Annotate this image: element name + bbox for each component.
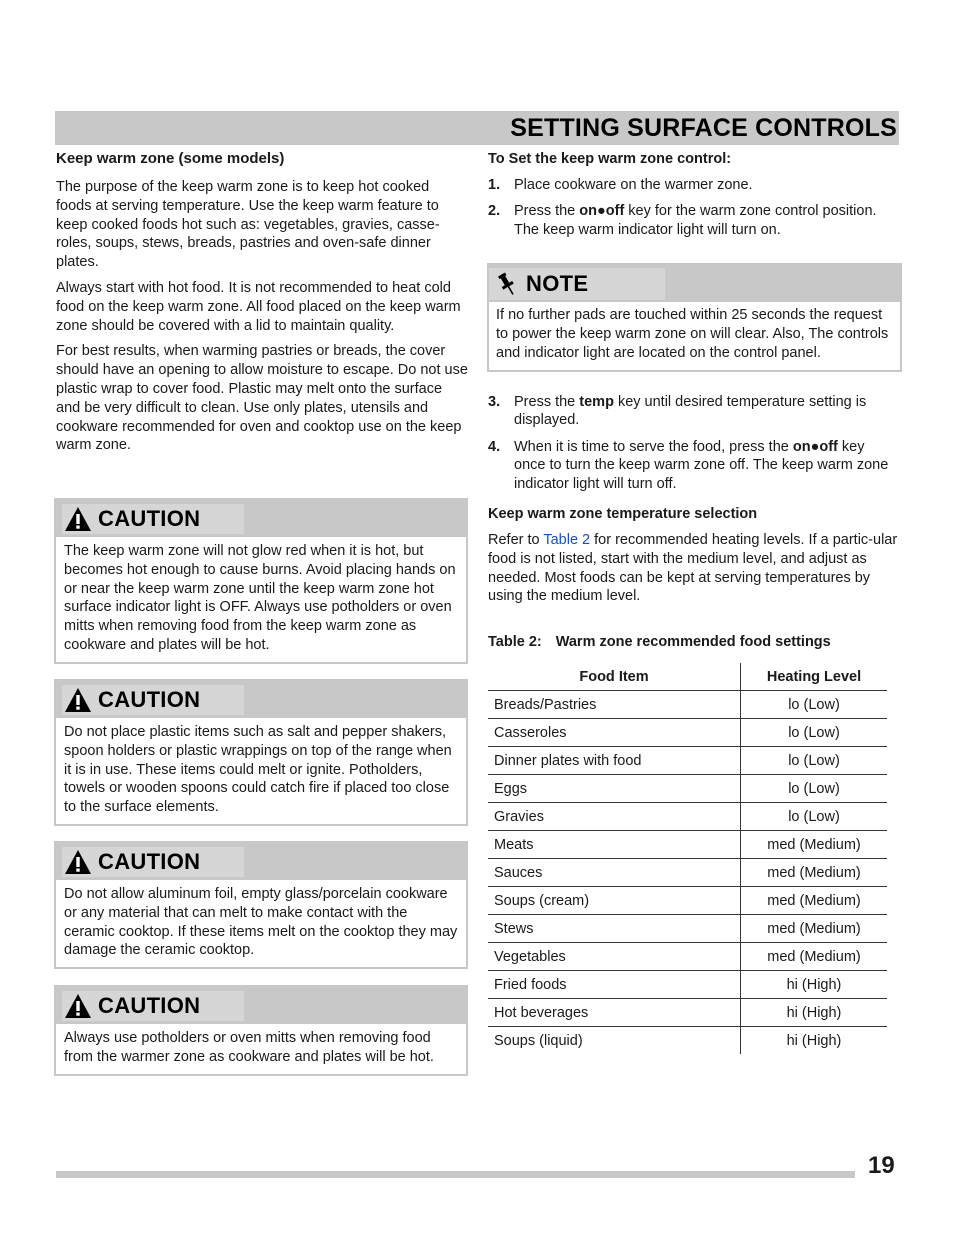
paragraph: Always start with hot food. It is not recommended to heat cold food on the keep warm zone. All food placed on the keep warm zone should be covered with a lid to maintain quality.: [56, 279, 461, 334]
table-header-row: [488, 663, 887, 691]
caution-header: [56, 843, 466, 880]
heating-level-cell: lo (Low): [741, 691, 888, 719]
warning-triangle-icon: [64, 993, 92, 1019]
table-2-link[interactable]: Table 2: [543, 532, 591, 549]
selection-paragraph: Refer to Table 2 for recommended heating levels. If a partic-ular food is not listed, start with the medium level, and adjust as needed. Most foods can be kept at serving temperatures by using the medium level.: [488, 532, 898, 605]
caution-label: CAUTION: [98, 687, 201, 712]
caution-header: [56, 681, 466, 718]
note-text: If no further pads are touched within 25 seconds the request to power the keep warm zone on will clear. Also, The controls and indicator light are located on the control panel.: [496, 307, 889, 361]
paragraph: The purpose of the keep warm zone is to keep hot cooked foods at serving temperature. Use the keep warm feature to keep cooked foods hot such as: vegetables, gravies, casse-roles, soups, stews, breads, pastries and oven-safe dinner plates.: [56, 179, 440, 271]
caution-box: [54, 841, 468, 969]
caution-text: The keep warm zone will not glow red when it is hot, but becomes hot enough to cause burns. Avoid placing hands on or near the keep warm zone until the keep warm zone hot surface indicator light is OFF. Always use potholders or oven mitts when removing food from the keep warm zone as cookware and plates will be hot.: [64, 543, 456, 653]
food-item-cell: Dinner plates with food: [488, 747, 741, 775]
food-item-cell: Sauces: [488, 859, 741, 887]
caution-text: Do not allow aluminum foil, empty glass/porcelain cookware or any material that can melt to make contact with the ceramic cooktop. If these items melt on the cooktop they may damage the ceramic cooktop.: [64, 886, 458, 959]
column-header-heating-level: Heating Level: [741, 663, 888, 691]
heating-level-cell: med (Medium): [741, 831, 888, 859]
heating-level-cell: med (Medium): [741, 859, 888, 887]
table-row: [488, 915, 887, 943]
heating-level-cell: med (Medium): [741, 915, 888, 943]
food-item-cell: Soups (cream): [488, 887, 741, 915]
heating-level-cell: lo (Low): [741, 803, 888, 831]
table-row: [488, 1027, 887, 1055]
key-name: on●off: [792, 438, 838, 455]
footer-bar: [56, 1171, 855, 1178]
food-item-cell: Casseroles: [488, 719, 741, 747]
heating-level-cell: hi (High): [741, 999, 888, 1027]
step-item: [488, 202, 900, 239]
food-item-cell: Meats: [488, 831, 741, 859]
table-row: [488, 803, 887, 831]
temperature-selection-heading: Keep warm zone temperature selection: [488, 506, 758, 523]
table-caption: [488, 634, 831, 650]
caution-label: CAUTION: [98, 993, 201, 1018]
set-control-heading: To Set the keep warm zone control:: [488, 151, 732, 167]
warning-triangle-icon: [64, 506, 92, 532]
table-row: [488, 999, 887, 1027]
page-number: 19: [868, 1152, 895, 1179]
food-item-cell: Stews: [488, 915, 741, 943]
heating-level-cell: lo (Low): [741, 775, 888, 803]
heating-level-cell: med (Medium): [741, 943, 888, 971]
table-caption-number: Table 2:: [488, 634, 542, 650]
step-item: [488, 176, 900, 194]
caution-header: [56, 987, 466, 1024]
caution-label: CAUTION: [98, 506, 201, 531]
heating-level-cell: hi (High): [741, 971, 888, 999]
right-column-lower: [488, 393, 898, 613]
table-row: [488, 971, 887, 999]
right-column: [488, 150, 900, 247]
note-label: NOTE: [526, 271, 589, 296]
warning-triangle-icon: [64, 687, 92, 713]
pushpin-icon: [496, 271, 518, 297]
heating-level-cell: lo (Low): [741, 719, 888, 747]
food-item-cell: Hot beverages: [488, 999, 741, 1027]
keep-warm-heading: Keep warm zone (some models): [56, 150, 285, 167]
heating-level-cell: hi (High): [786, 1032, 842, 1049]
note-box: [487, 263, 902, 372]
table-row: [488, 719, 887, 747]
caution-box: [54, 679, 468, 826]
column-header-food-item: Food Item: [488, 663, 741, 691]
paragraph: For best results, when warming pastries or breads, the cover should have an opening to allow moisture to escape. Do not use plastic wrap to cover food. Plastic may melt onto the surface and be very difficult to clean. Use only plates, utensils and cookware recommended for oven and cooktop use on the keep warm zone.: [56, 343, 468, 454]
table-row: [488, 747, 887, 775]
step-item: [488, 438, 898, 493]
table-row: [488, 887, 887, 915]
caution-box: [54, 985, 468, 1076]
food-item-cell: Eggs: [488, 775, 741, 803]
food-item-cell: Vegetables: [488, 943, 741, 971]
table-caption-title: Warm zone recommended food settings: [555, 634, 831, 650]
caution-label: CAUTION: [98, 849, 201, 874]
table-row: [488, 691, 887, 719]
table-row: [488, 859, 887, 887]
step-text: When it is time to serve the food, press the on●off key once to turn the keep warm zone off. The keep warm zone indicator light will turn off.: [514, 438, 889, 492]
caution-header: [56, 500, 466, 537]
caution-box: [54, 498, 468, 664]
warning-triangle-icon: [64, 849, 92, 875]
food-item-cell: Soups (liquid): [488, 1027, 741, 1055]
food-settings-table: [488, 663, 887, 1054]
left-column: [56, 150, 468, 462]
food-item-cell: Breads/Pastries: [488, 691, 741, 719]
food-item-cell: Fried foods: [488, 971, 741, 999]
step-item: [488, 393, 898, 430]
step-text: Press the temp key until desired temperature setting is displayed.: [514, 394, 867, 429]
table-row: [488, 775, 887, 803]
note-header: [489, 265, 900, 302]
key-name: temp: [579, 394, 614, 410]
food-item-cell: Gravies: [488, 803, 741, 831]
step-number: 4.: [488, 438, 501, 455]
caution-text: Always use potholders or oven mitts when removing food from the warmer zone as cookware and plates will be hot.: [64, 1030, 434, 1065]
heating-level-cell: lo (Low): [741, 747, 888, 775]
step-number: 3.: [488, 394, 501, 410]
step-number: 1.: [488, 177, 501, 193]
table-row: [488, 831, 887, 859]
page-title: SETTING SURFACE CONTROLS: [510, 114, 897, 142]
steps-list: [488, 176, 900, 239]
section-header-bar: [55, 111, 899, 145]
key-name: on●off: [579, 203, 625, 220]
caution-text: Do not place plastic items such as salt and pepper shakers, spoon holders or plastic wrappings on top of the range when it is in use. These items could melt or ignite. Potholders, towels or wooden spoons could catch fire if placed too close to the surface elements.: [64, 724, 452, 816]
table-row: [488, 943, 887, 971]
heating-level-cell: med (Medium): [741, 887, 888, 915]
step-text: Place cookware on the warmer zone.: [514, 177, 753, 193]
step-number: 2.: [488, 203, 501, 220]
step-text: Press the on●off key for the warm zone control position. The keep warm indicator light will turn on.: [514, 203, 877, 238]
